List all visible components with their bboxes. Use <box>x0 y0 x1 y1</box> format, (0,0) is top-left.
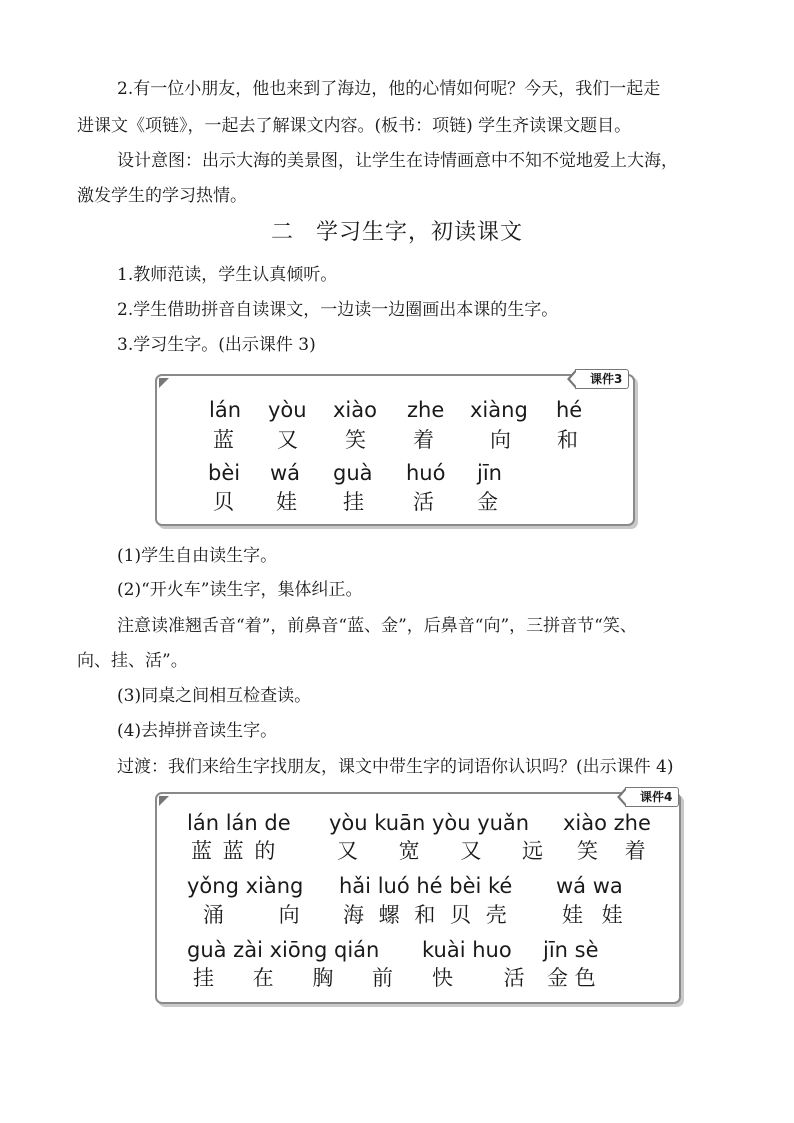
pinyin: jīn <box>477 461 502 485</box>
word-pinyin: yòu kuān yòu yuǎn <box>329 811 530 835</box>
courseware-card-3 <box>155 374 635 526</box>
word-hanzi: 又 宽 又 远 <box>337 839 561 863</box>
word-pinyin: yǒng xiàng <box>187 874 304 898</box>
hanzi: 贝 <box>213 490 234 514</box>
transition-text: 过渡：我们来给生字找朋友，课文中带生字的词语你认识吗？(出示课件 4) <box>117 757 674 777</box>
pinyin: zhe <box>407 398 445 422</box>
word-pinyin: xiào zhe <box>563 811 651 835</box>
word-hanzi: 笑 着 <box>577 839 656 863</box>
word-pinyin: guà zài xiōng qián <box>187 938 380 962</box>
design-intent-line-2: 激发学生的学习热情。 <box>77 186 247 206</box>
courseware-tag-3: 课件3 <box>575 369 629 389</box>
section-heading <box>0 220 794 246</box>
word-hanzi: 挂 在 胸 前 <box>193 966 410 990</box>
step-3: 3.学习生字。(出示课件 3) <box>117 335 316 355</box>
word-hanzi: 海 螺 和 贝 壳 <box>343 903 511 927</box>
corner-triangle-icon <box>159 796 169 806</box>
hanzi: 笑 <box>345 428 366 452</box>
word-hanzi: 涌 向 <box>203 903 324 927</box>
courseware-tag-4: 课件4 <box>625 787 679 807</box>
hanzi: 又 <box>277 428 298 452</box>
pinyin: bèi <box>208 461 241 485</box>
hanzi: 着 <box>413 428 434 452</box>
intro-line-1: 2.有一位小朋友，他也来到了海边，他的心情如何呢？今天，我们一起走 <box>117 79 661 99</box>
section-number: 二 <box>270 220 294 245</box>
hanzi: 娃 <box>276 490 297 514</box>
hanzi: 和 <box>557 428 578 452</box>
word-pinyin: kuài huo <box>422 938 512 962</box>
pinyin: huó <box>406 461 446 485</box>
word-hanzi: 蓝 蓝 的 <box>191 839 278 863</box>
word-hanzi: 金 色 <box>547 966 596 990</box>
pinyin: xiào <box>333 398 377 422</box>
word-pinyin: wá wa <box>556 874 623 898</box>
sub-step-3: (3)同桌之间相互检查读。 <box>117 686 312 706</box>
hanzi: 挂 <box>343 490 364 514</box>
sub-step-2: (2)“开火车”读生字，集体纠正。 <box>117 580 363 600</box>
step-1: 1.教师范读，学生认真倾听。 <box>117 265 338 285</box>
note-line-2: 向、挂、活”。 <box>77 651 188 671</box>
step-2: 2.学生借助拼音自读课文，一边读一边圈画出本课的生字。 <box>117 300 559 320</box>
hanzi: 活 <box>413 490 434 514</box>
sub-step-4: (4)去掉拼音读生字。 <box>117 721 278 741</box>
word-pinyin: hǎi luó hé bèi ké <box>339 874 513 898</box>
note-line-1: 注意读准翘舌音“着”，前鼻音“蓝、金”，后鼻音“向”，三拼音节“笑、 <box>117 616 637 636</box>
pinyin: hé <box>556 398 583 422</box>
courseware-card-4 <box>155 792 681 1004</box>
intro-line-2: 进课文《项链》，一起去了解课文内容。(板书：项链) 学生齐读课文题目。 <box>77 116 632 136</box>
word-hanzi: 娃 娃 <box>562 903 629 927</box>
pinyin: xiàng <box>470 398 528 422</box>
corner-triangle-icon <box>159 378 169 388</box>
pinyin: lán <box>209 398 242 422</box>
pinyin: wá <box>270 461 301 485</box>
pinyin: guà <box>333 461 373 485</box>
design-intent-line-1: 设计意图：出示大海的美景图，让学生在诗情画意中不知不觉地爱上大海， <box>117 151 678 171</box>
pinyin: yòu <box>268 398 307 422</box>
hanzi: 向 <box>490 428 511 452</box>
word-pinyin: lán lán de <box>187 811 291 835</box>
hanzi: 蓝 <box>213 428 234 452</box>
word-pinyin: jīn sè <box>543 938 599 962</box>
word-hanzi: 快 活 <box>432 966 547 990</box>
sub-step-1: (1)学生自由读生字。 <box>117 546 278 566</box>
hanzi: 金 <box>477 490 498 514</box>
section-title: 学习生字，初读课文 <box>316 220 524 245</box>
